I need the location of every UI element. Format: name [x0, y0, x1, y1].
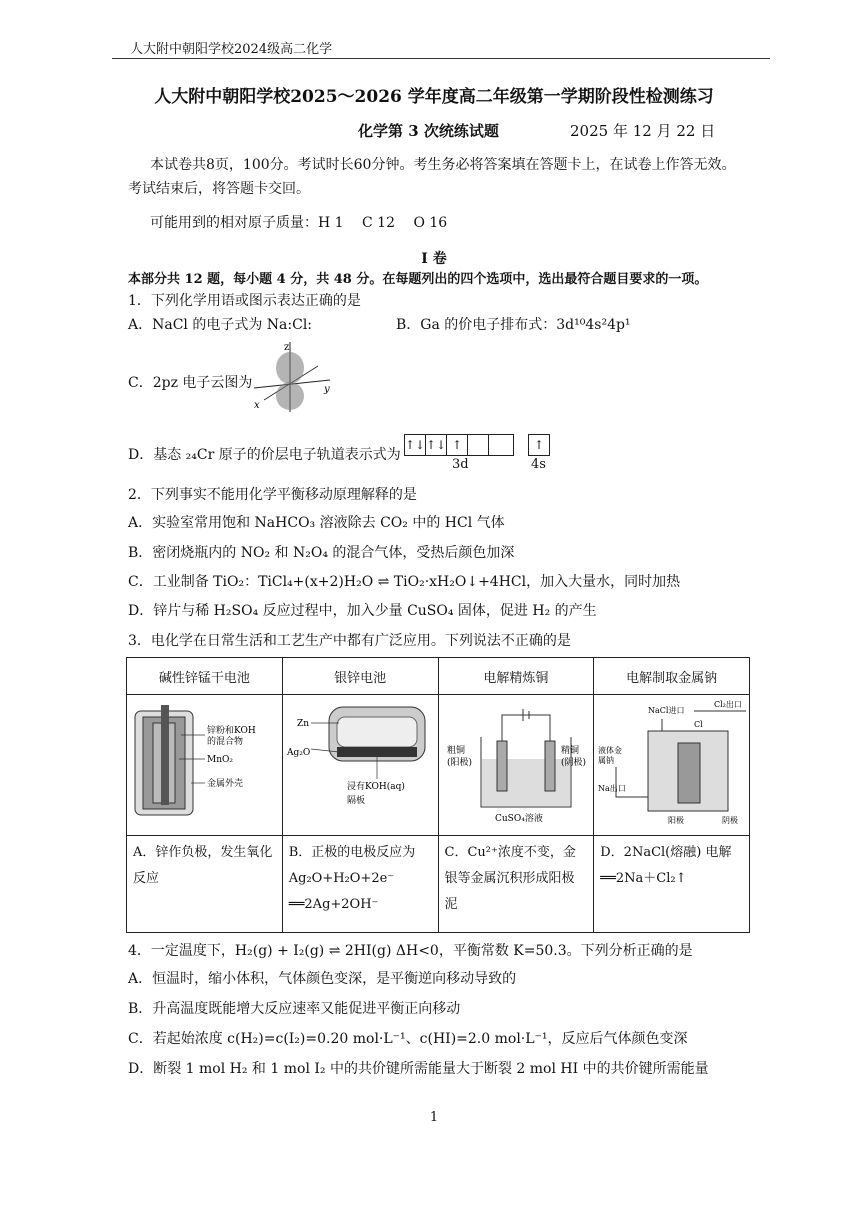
axis-x-label: x — [254, 400, 260, 411]
q4-stem: 4．一定温度下，H₂(g) + I₂(g) ⇌ 2HI(g) ΔH<0，平衡常数 K=50.3。下列分析正确的是 — [128, 943, 693, 959]
zinc-battery-label-4: 金属外壳 — [207, 779, 244, 789]
orbital-4s-1: ↑ — [533, 438, 545, 452]
sodium-label-outlet: Na出口 — [598, 784, 627, 793]
orbital-3d-1: ↑↓ — [405, 435, 426, 455]
orbital-3d-3: ↑ — [447, 435, 468, 455]
sodium-label-liquid: 液体金 — [598, 746, 623, 755]
orbital-3d-2: ↑↓ — [426, 435, 447, 455]
label-3d: 3d — [452, 457, 469, 472]
q1-stem: 1．下列化学用语或图示表达正确的是 — [128, 293, 361, 309]
sodium-label-cathode: 阴极 — [722, 816, 739, 825]
page-number: 1 — [429, 1110, 439, 1125]
section-instructions: 本部分共 12 题，每小题 4 分，共 48 分。在每题列出的四个选项中，选出最符合题目要求的一项。 — [128, 272, 708, 287]
orbital-3d-5 — [489, 435, 509, 455]
axis-z-label: z — [284, 342, 290, 353]
q1-option-a: A．NaCl 的电子式为 Na:Cl: — [128, 317, 313, 333]
header-divider — [112, 58, 770, 59]
q2-option-b: B．密闭烧瓶内的 NO₂ 和 N₂O₄ 的混合气体，受热后颜色加深 — [128, 545, 515, 561]
q4-option-a: A．恒温时，缩小体积，气体颜色变深，是平衡逆向移动导致的 — [128, 971, 517, 987]
orbital-box-4s — [528, 434, 550, 456]
running-header: 人大附中朝阳学校2024级高二化学 — [130, 42, 333, 57]
q1-option-b: B．Ga 的价电子排布式：3d¹⁰4s²4p¹ — [396, 317, 631, 333]
section-heading: I 卷 — [421, 251, 447, 267]
sodium-label-anode: 阳极 — [668, 816, 685, 825]
intro-line-1: 本试卷共8页，100分。考试时长60分钟。考生务必将答案填在答题卡上，在试卷上作答无效。 — [150, 157, 736, 173]
atomic-masses: 可能用到的相对原子质量：H 1 C 12 O 16 — [150, 215, 448, 231]
axis-y-label: y — [324, 384, 330, 395]
q3-option-b: B．正极的电极反应为 Ag₂O+H₂O+2e⁻ ══2Ag+2OH⁻ — [282, 836, 438, 933]
q3-stem: 3．电化学在日常生活和工艺生产中都有广泛应用。下列说法不正确的是 — [128, 633, 571, 649]
sodium-label-nacl-inlet: NaCl进口 — [648, 706, 685, 715]
orbital-box-3d — [404, 434, 514, 456]
orbital-3d-4 — [468, 435, 489, 455]
refining-label-crude: 粗铜 — [446, 746, 465, 756]
sodium-label-metal: 属钠 — [598, 756, 615, 765]
exam-title: 人大附中朝阳学校2025～2026 学年度高二年级第一学期阶段性检测练习 — [154, 87, 714, 107]
q3-header-2: 银锌电池 — [282, 658, 438, 695]
q2-stem: 2．下列事实不能用化学平衡移动原理解释的是 — [128, 487, 417, 503]
sodium-label-cl: Cl — [694, 720, 703, 729]
q3-option-c: C．Cu²⁺浓度不变，金银等金属沉积形成阳极泥 — [438, 836, 594, 933]
refining-label-pure: 精铜 — [560, 746, 579, 756]
q2-option-c: C．工业制备 TiO₂：TiCl₄+(x+2)H₂O ⇌ TiO₂·xH₂O↓+4HCl，加入大量水，同时加热 — [128, 574, 681, 590]
exam-date: 2025 年 12 月 22 日 — [570, 122, 716, 140]
q3-option-d: D．2NaCl(熔融) 电解 ══2Na＋Cl₂↑ — [594, 836, 750, 933]
silver-battery-label-zn: Zn — [296, 719, 309, 729]
q3-table — [126, 657, 750, 933]
q4-option-c: C．若起始浓度 c(H₂)=c(I₂)=0.20 mol·L⁻¹、c(HI)=2.0 mol·L⁻¹，反应后气体颜色变深 — [128, 1031, 688, 1047]
q2-option-d: D．锌片与稀 H₂SO₄ 反应过程中，加入少量 CuSO₄ 固体，促进 H₂ 的产生 — [128, 603, 597, 619]
q4-option-d: D．断裂 1 mol H₂ 和 1 mol I₂ 中的共价键所需能量大于断裂 2 mol HI 中的共价键所需能量 — [128, 1061, 709, 1077]
sodium-label-cl2-outlet: Cl₂出口 — [714, 700, 743, 709]
silver-battery-label-koh: 浸有KOH(aq) — [346, 782, 405, 792]
q3-option-a: A．锌作负极，发生氧化反应 — [127, 836, 283, 933]
label-4s: 4s — [531, 457, 546, 472]
zinc-battery-label-2: 的混合物 — [207, 737, 244, 747]
q1-option-d: D．基态 ₂₄Cr 原子的价层电子轨道表示式为 — [128, 447, 401, 463]
q3-header-3: 电解精炼铜 — [438, 658, 594, 695]
silver-battery-label-separator: 隔板 — [346, 796, 365, 806]
q3-header-1: 碱性锌锰干电池 — [127, 658, 283, 695]
q3-figure-copper-refining — [438, 695, 594, 836]
electron-cloud-diagram — [244, 338, 340, 414]
refining-label-cathode: (阴极) — [560, 758, 586, 768]
exam-subtitle: 化学第 3 次统练试题 — [358, 122, 499, 140]
q1-option-c: C．2pz 电子云图为 — [128, 375, 253, 391]
q3-figure-sodium-electrolysis — [594, 695, 750, 836]
zinc-battery-label-1: 锌粉和KOH — [207, 726, 256, 736]
zinc-battery-label-3: MnO₂ — [207, 755, 233, 765]
q3-figure-silver-zinc-battery — [282, 695, 438, 836]
q3-figure-zinc-manganese-battery — [127, 695, 283, 836]
intro-line-2: 考试结束后，将答题卡交回。 — [128, 181, 310, 197]
refining-label-anode: (阳极) — [446, 758, 472, 768]
q3-header-4: 电解制取金属钠 — [594, 658, 750, 695]
silver-battery-label-ag2o: Ag₂O — [286, 748, 310, 758]
refining-label-solution: CuSO₄溶液 — [494, 814, 543, 824]
q4-option-b: B．升高温度既能增大反应速率又能促进平衡正向移动 — [128, 1001, 461, 1017]
q2-option-a: A．实验室常用饱和 NaHCO₃ 溶液除去 CO₂ 中的 HCl 气体 — [128, 515, 505, 531]
